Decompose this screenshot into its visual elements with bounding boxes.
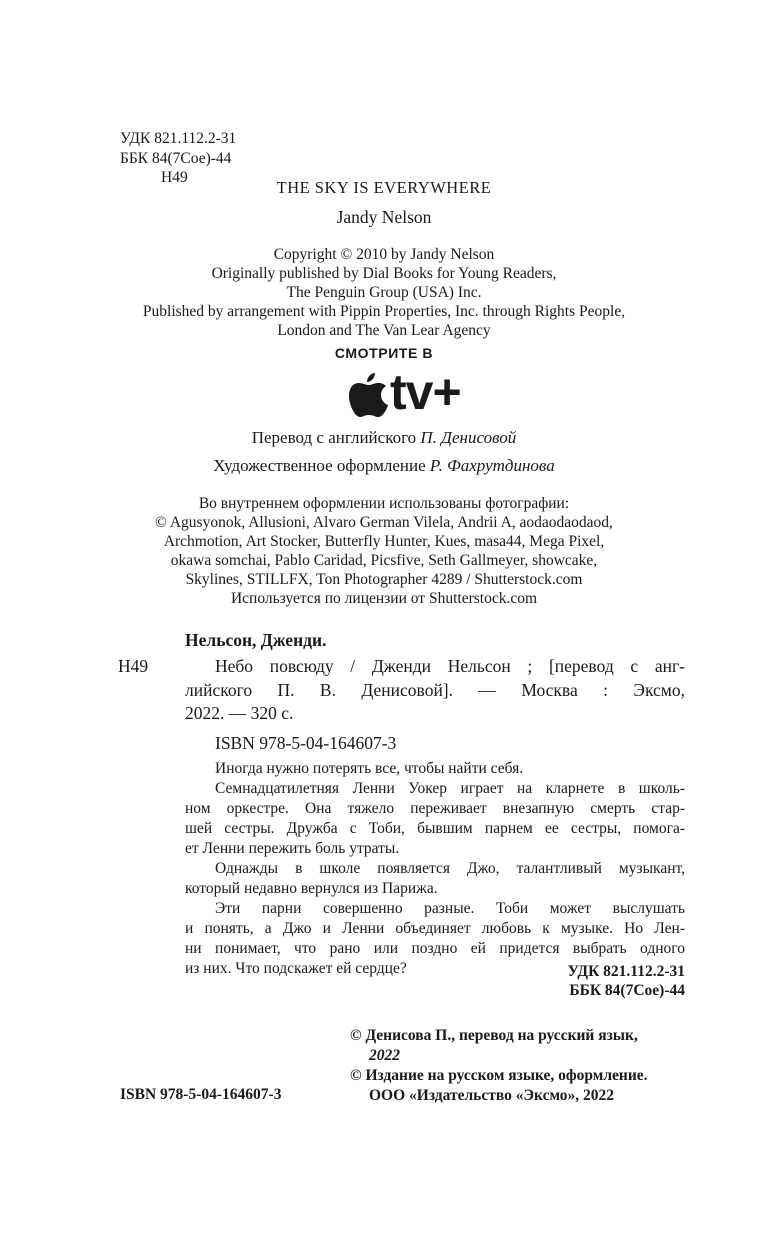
copyright-line: Published by arrangement with Pippin Properties, Inc. through Rights People,: [142, 303, 626, 320]
footer-copyright-line: ООО «Издательство «Эксмо», 2022: [369, 1087, 615, 1104]
author-mark: Н49: [161, 169, 188, 186]
photo-credit-line: Используется по лицензии от Shutterstock.com: [230, 590, 538, 607]
photo-credit-line: Skylines, STILLFX, Ton Photographer 4289 / Shutterstock.com: [185, 571, 583, 588]
translation-credit: [0, 428, 768, 448]
udk-code: УДК 821.112.2-31: [120, 130, 237, 147]
catalog-mark: Н49: [118, 656, 149, 676]
translator-name: П. Денисовой: [420, 428, 517, 447]
tv-plus-text: tv+: [390, 364, 461, 420]
annotation-line: Семнадцатилетняя Ленни Уокер играет на кларнете в школь-: [215, 780, 685, 797]
annotation-udk: УДК 821.112.2-31: [567, 963, 685, 980]
design-credit: [0, 456, 768, 476]
catalog-heading: Нельсон, Дженди.: [185, 630, 327, 650]
annotation-line: шей сестры. Дружба с Тоби, бывшим парнем ее сестры, помога-: [185, 820, 685, 837]
footer-isbn: ISBN 978-5-04-164607-3: [120, 1086, 282, 1103]
photo-credit-line: Во внутреннем оформлении использованы фотографии:: [198, 495, 570, 512]
photo-credit-line: okawa somchai, Pablo Caridad, Picsfive, Seth Gallmeyer, showcake,: [170, 552, 598, 569]
annotation-line: Однажды в школе появляется Джо, талантливый музыкант,: [215, 860, 685, 877]
annotation-bbk: ББК 84(7Сое)-44: [569, 982, 685, 999]
catalog-entry: [185, 655, 685, 726]
watch-label: СМОТРИТЕ В: [334, 345, 434, 361]
annotation-line: ном оркестре. Она тяжело переживает внезапную смерть стар-: [185, 800, 685, 817]
annotation-line: и понять, а Джо и Ленни объединяет любовь к музыке. Но Лен-: [185, 920, 685, 937]
apple-tv-plus-logo: [348, 364, 478, 420]
copyright-line: Originally published by Dial Books for Young Readers,: [211, 265, 557, 282]
translation-prefix: Перевод с английского: [251, 428, 417, 447]
footer-copyright-line: © Издание на русском языке, оформление.: [350, 1067, 648, 1084]
bbk-code: ББК 84(7Сое)-44: [120, 150, 232, 167]
copyright-line: Copyright © 2010 by Jandy Nelson: [273, 246, 495, 263]
original-author: Jandy Nelson: [336, 207, 432, 227]
annotation-line: из них. Что подскажет ей сердце?: [185, 960, 407, 977]
catalog-entry-line: лийского П. В. Денисовой]. — Москва : Эксмо,: [185, 679, 685, 700]
catalog-entry-line: 2022. — 320 с.: [185, 703, 294, 723]
catalog-entry-line: Небо повсюду / Дженди Нельсон ; [перевод с анг-: [215, 656, 685, 676]
footer-copyright-line: 2022: [369, 1047, 400, 1064]
annotation-line: Эти парни совершенно разные. Тоби может выслушать: [215, 900, 685, 917]
designer-name: Р. Фахрутдинова: [429, 456, 555, 475]
catalog-isbn: ISBN 978-5-04-164607-3: [215, 733, 397, 753]
annotation-line: ет Ленни пережить боль утраты.: [185, 840, 400, 857]
footer-copyright-line: © Денисова П., перевод на русский язык,: [350, 1027, 638, 1044]
apple-logo-icon: [348, 370, 390, 420]
original-title: THE SKY IS EVERYWHERE: [276, 178, 492, 197]
photo-credit-line: © Agusyonok, Allusioni, Alvaro German Vilela, Andrii A, aodaodaodaod,: [155, 514, 613, 531]
annotation: [185, 759, 685, 979]
copyright-line: London and The Van Lear Agency: [277, 322, 491, 339]
annotation-line: который недавно вернулся из Парижа.: [185, 880, 438, 897]
annotation-line: Иногда нужно потерять все, чтобы найти себя.: [215, 760, 524, 777]
design-prefix: Художественное оформление: [213, 456, 426, 475]
annotation-line: ни понимает, что рано или поздно ей придется выбрать одного: [185, 940, 685, 957]
copyright-line: The Penguin Group (USA) Inc.: [286, 284, 482, 301]
photo-credit-line: Archmotion, Art Stocker, Butterfly Hunter, Kues, masa44, Mega Pixel,: [163, 533, 605, 550]
